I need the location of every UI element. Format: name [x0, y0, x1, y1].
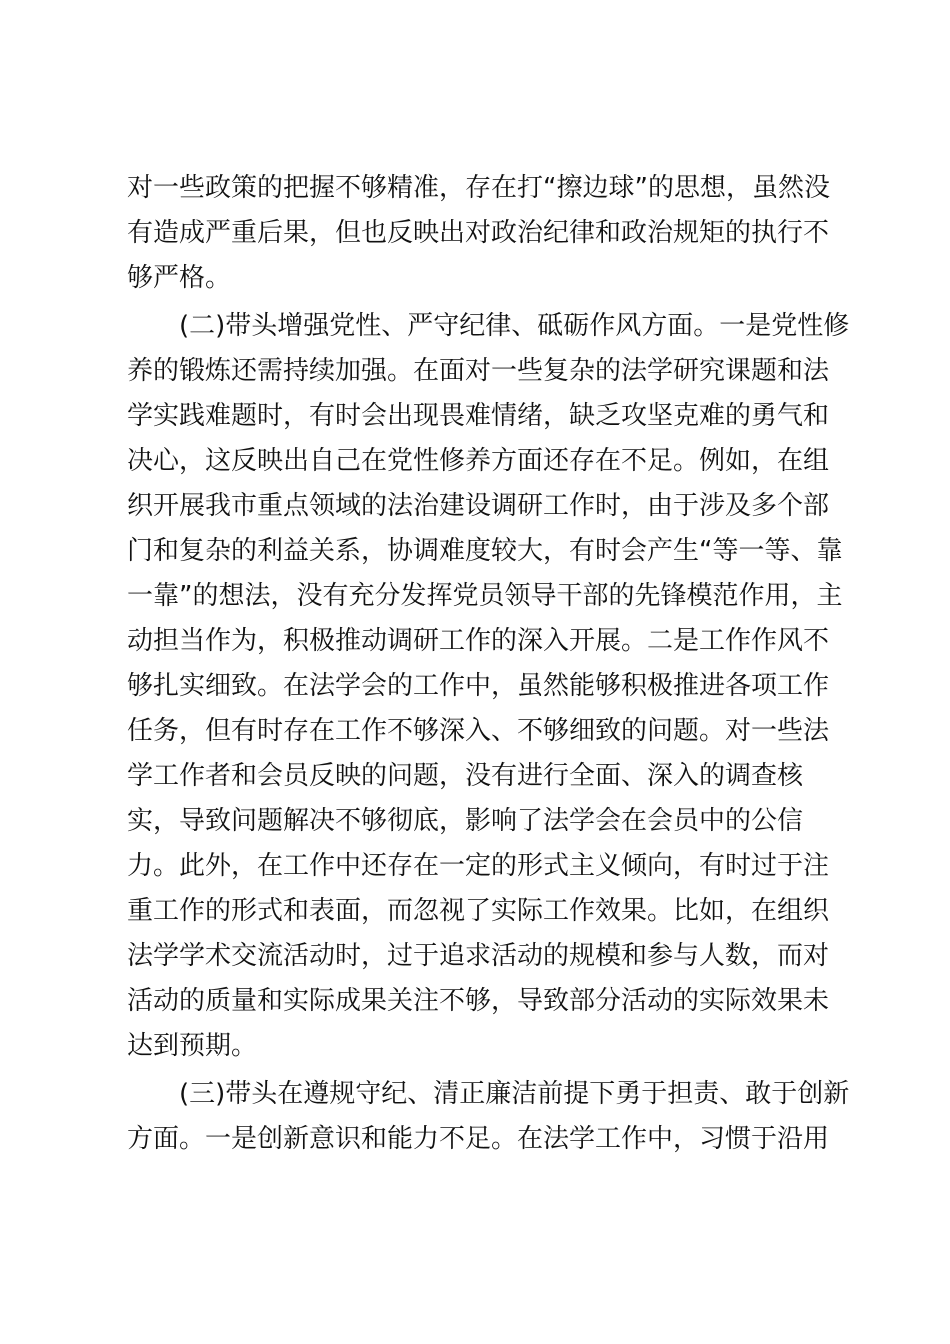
text-line: 养的锻炼还需持续加强。在面对一些复杂的法学研究课题和法	[127, 356, 830, 386]
text-line: 够扎实细致。在法学会的工作中，虽然能够积极推进各项工作	[127, 671, 830, 701]
text-line: 学工作者和会员反映的问题，没有进行全面、深入的调查核	[127, 761, 804, 791]
text-line: (二)带头增强党性、严守纪律、砥砺作风方面。一是党性修	[127, 311, 850, 341]
text-line: 任务，但有时存在工作不够深入、不够细致的问题。对一些法	[127, 716, 830, 746]
text-line: 决心，这反映出自己在党性修养方面还存在不足。例如，在组	[127, 446, 830, 476]
text-line: (三)带头在遵规守纪、清正廉洁前提下勇于担责、敢于创新	[127, 1079, 850, 1109]
paragraph-2	[127, 304, 850, 1069]
text-line: 达到预期。	[127, 1031, 258, 1061]
text-line: 实，导致问题解决不够彻底，影响了法学会在会员中的公信	[127, 806, 804, 836]
text-line: 力。此外，在工作中还存在一定的形式主义倾向，有时过于注	[127, 851, 830, 881]
text-line: 门和复杂的利益关系，协调难度较大，有时会产生“等一等、靠	[127, 536, 843, 566]
text-line: 方面。一是创新意识和能力不足。在法学工作中，习惯于沿用	[127, 1124, 830, 1154]
paragraph-3	[127, 1072, 850, 1162]
text-line: 活动的质量和实际成果关注不够，导致部分活动的实际效果未	[127, 986, 830, 1016]
text-line: 一靠”的想法，没有充分发挥党员领导干部的先锋模范作用，主	[127, 581, 843, 611]
text-line: 重工作的形式和表面，而忽视了实际工作效果。比如，在组织	[127, 896, 830, 926]
text-line: 够严格。	[127, 263, 232, 293]
document-page	[127, 166, 850, 1162]
text-line: 动担当作为，积极推动调研工作的深入开展。二是工作作风不	[127, 626, 830, 656]
text-line: 织开展我市重点领域的法治建设调研工作时，由于涉及多个部	[127, 491, 830, 521]
text-line: 对一些政策的把握不够精准，存在打“擦边球”的思想，虽然没	[127, 173, 830, 203]
paragraph-1	[127, 166, 830, 301]
text-line: 法学学术交流活动时，过于追求活动的规模和参与人数，而对	[127, 941, 830, 971]
text-line: 有造成严重后果，但也反映出对政治纪律和政治规矩的执行不	[127, 218, 830, 248]
text-line: 学实践难题时，有时会出现畏难情绪，缺乏攻坚克难的勇气和	[127, 401, 830, 431]
